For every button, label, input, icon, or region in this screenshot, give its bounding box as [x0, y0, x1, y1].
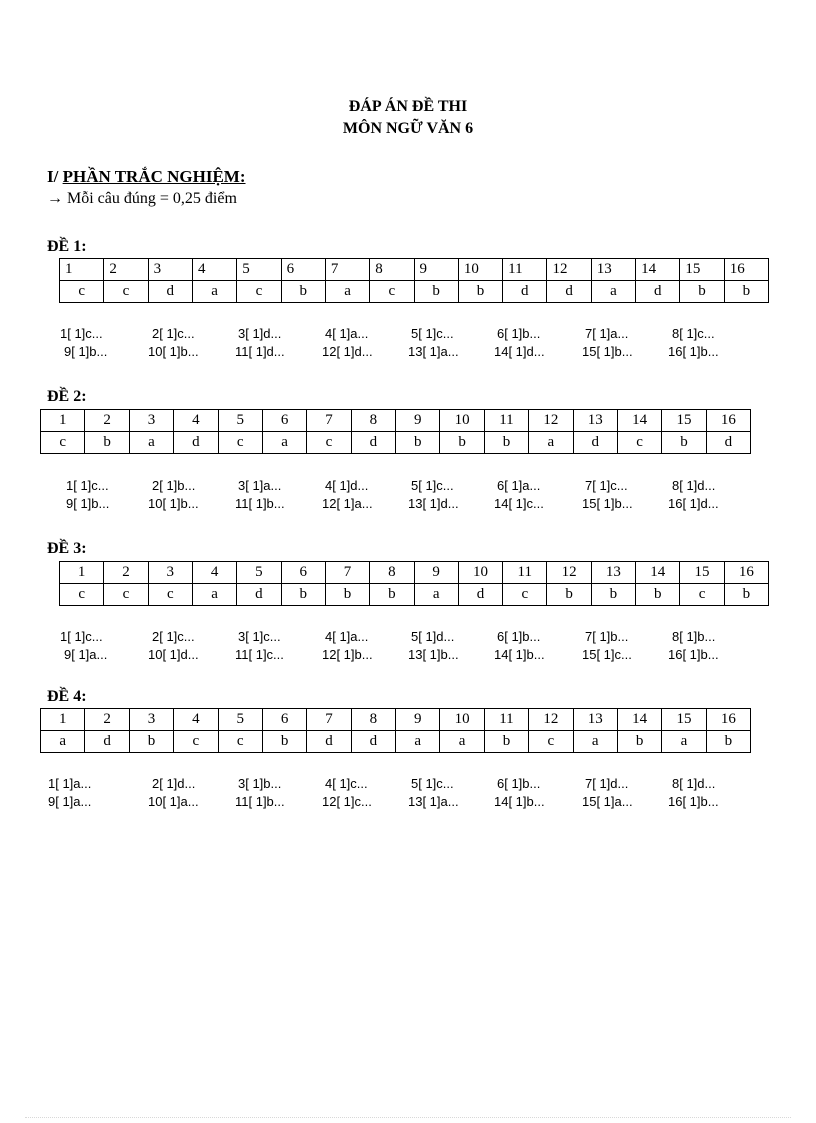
question-number-cell: 8 — [370, 562, 414, 584]
answer-cell: b — [591, 584, 635, 606]
question-number-cell: 2 — [85, 709, 129, 731]
exam-4-keys-row-2 — [0, 794, 816, 812]
question-number-cell: 9 — [396, 410, 440, 432]
question-number-cell: 8 — [351, 410, 395, 432]
answer-key-item: 14[ 1]c... — [494, 496, 544, 511]
answer-cell: c — [104, 584, 148, 606]
answer-cell: b — [706, 731, 750, 753]
question-number-cell: 5 — [237, 562, 281, 584]
exam-2-answer-keys — [0, 478, 816, 514]
answer-key-item: 16[ 1]b... — [668, 344, 719, 359]
answer-key-item: 4[ 1]d... — [325, 478, 369, 493]
exam-3-answer-keys — [0, 629, 816, 665]
answer-cell: c — [104, 281, 148, 303]
answer-cell: d — [351, 432, 395, 454]
answer-key-item: 15[ 1]b... — [582, 344, 633, 359]
exam-1-answers — [60, 281, 769, 303]
answer-cell: c — [60, 584, 104, 606]
answer-key-item: 10[ 1]b... — [148, 496, 199, 511]
answer-cell: a — [662, 731, 706, 753]
answer-key-item: 2[ 1]b... — [152, 478, 196, 493]
question-number-cell: 7 — [325, 259, 369, 281]
question-number-cell: 11 — [503, 259, 547, 281]
answer-key-item: 14[ 1]b... — [494, 647, 545, 662]
answer-key-item: 3[ 1]b... — [238, 776, 282, 791]
answer-cell: d — [307, 731, 351, 753]
answer-cell: a — [440, 731, 484, 753]
answer-cell: c — [148, 584, 192, 606]
question-number-cell: 14 — [617, 410, 661, 432]
question-number-cell: 13 — [573, 709, 617, 731]
question-number-cell: 6 — [281, 259, 325, 281]
exam-3-label: ĐỀ 3: — [47, 540, 87, 557]
answer-key-item: 1[ 1]a... — [48, 776, 92, 791]
question-number-cell: 16 — [706, 709, 750, 731]
answer-key-item: 13[ 1]a... — [408, 344, 459, 359]
answer-key-item: 9[ 1]a... — [48, 794, 92, 809]
question-number-cell: 13 — [591, 259, 635, 281]
exam-3-keys-row-1 — [0, 629, 816, 647]
question-number-cell: 16 — [706, 410, 750, 432]
question-number-cell: 12 — [547, 562, 591, 584]
question-number-cell: 15 — [662, 709, 706, 731]
question-number-cell: 16 — [724, 562, 768, 584]
exam-1-label: ĐỀ 1: — [47, 238, 87, 255]
answer-cell: d — [458, 584, 502, 606]
question-number-cell: 12 — [529, 709, 573, 731]
question-number-cell: 10 — [458, 562, 502, 584]
question-number-cell: 5 — [218, 709, 262, 731]
answer-cell: d — [547, 281, 591, 303]
exam-3-question-numbers — [60, 562, 769, 584]
exam-2-answer-table — [40, 409, 751, 454]
answer-key-item: 6[ 1]a... — [497, 478, 541, 493]
question-number-cell: 8 — [370, 259, 414, 281]
answer-key-item: 15[ 1]c... — [582, 647, 632, 662]
question-number-cell: 4 — [192, 259, 236, 281]
answer-key-item: 5[ 1]c... — [411, 776, 454, 791]
answer-key-item: 7[ 1]b... — [585, 629, 629, 644]
answer-key-item: 16[ 1]d... — [668, 496, 719, 511]
answer-cell: d — [174, 432, 218, 454]
question-number-cell: 9 — [414, 562, 458, 584]
question-number-cell: 11 — [503, 562, 547, 584]
question-number-cell: 4 — [174, 410, 218, 432]
answer-key-item: 7[ 1]d... — [585, 776, 629, 791]
answer-key-item: 16[ 1]b... — [668, 794, 719, 809]
answer-cell: b — [680, 281, 724, 303]
answer-key-item: 11[ 1]b... — [235, 496, 285, 511]
exam-4-label: ĐỀ 4: — [47, 688, 87, 705]
answer-cell: b — [724, 281, 768, 303]
question-number-cell: 14 — [636, 562, 680, 584]
answer-key-item: 7[ 1]c... — [585, 478, 628, 493]
question-number-cell: 10 — [458, 259, 502, 281]
answer-cell: b — [414, 281, 458, 303]
answer-key-item: 8[ 1]d... — [672, 776, 716, 791]
question-number-cell: 3 — [129, 410, 173, 432]
answer-cell: a — [192, 584, 236, 606]
exam-4-keys-row-1 — [0, 776, 816, 794]
exam-3-keys-row-2 — [0, 647, 816, 665]
answer-cell: b — [129, 731, 173, 753]
answer-cell: c — [617, 432, 661, 454]
answer-cell: b — [281, 584, 325, 606]
answer-cell: a — [325, 281, 369, 303]
exam-1-keys-row-1 — [0, 326, 816, 344]
exam-4-answer-table — [40, 708, 751, 753]
answer-cell: b — [370, 584, 414, 606]
answer-cell: a — [414, 584, 458, 606]
answer-cell: a — [573, 731, 617, 753]
answer-cell: c — [60, 281, 104, 303]
exam-2-question-numbers — [41, 410, 751, 432]
answer-cell: b — [396, 432, 440, 454]
answer-cell: b — [724, 584, 768, 606]
exam-1-question-numbers — [60, 259, 769, 281]
answer-key-item: 5[ 1]c... — [411, 478, 454, 493]
answer-key-item: 1[ 1]c... — [60, 629, 103, 644]
answer-key-item: 3[ 1]a... — [238, 478, 282, 493]
answer-key-item: 10[ 1]b... — [148, 344, 199, 359]
answer-cell: b — [281, 281, 325, 303]
answer-key-item: 13[ 1]b... — [408, 647, 459, 662]
document-title: ĐÁP ÁN ĐỀ THI — [348, 98, 468, 115]
answer-key-item: 1[ 1]c... — [60, 326, 103, 341]
answer-key-item: 9[ 1]b... — [66, 496, 110, 511]
answer-cell: a — [529, 432, 573, 454]
answer-cell: b — [85, 432, 129, 454]
answer-cell: d — [636, 281, 680, 303]
question-number-cell: 3 — [148, 259, 192, 281]
answer-cell: a — [41, 731, 85, 753]
answer-cell: b — [458, 281, 502, 303]
question-number-cell: 1 — [41, 410, 85, 432]
question-number-cell: 7 — [307, 709, 351, 731]
answer-cell: b — [440, 432, 484, 454]
exam-2-label: ĐỀ 2: — [47, 388, 87, 405]
answer-key-item: 11[ 1]d... — [235, 344, 285, 359]
answer-cell: d — [503, 281, 547, 303]
answer-key-item: 2[ 1]c... — [152, 326, 195, 341]
question-number-cell: 16 — [724, 259, 768, 281]
answer-key-item: 2[ 1]c... — [152, 629, 195, 644]
question-number-cell: 15 — [680, 562, 724, 584]
question-number-cell: 7 — [325, 562, 369, 584]
answer-key-item: 6[ 1]b... — [497, 776, 541, 791]
document-subtitle: MÔN NGỮ VĂN 6 — [342, 120, 474, 137]
answer-cell: a — [396, 731, 440, 753]
answer-cell: b — [547, 584, 591, 606]
question-number-cell: 1 — [60, 562, 104, 584]
question-number-cell: 14 — [617, 709, 661, 731]
question-number-cell: 2 — [104, 259, 148, 281]
answer-key-item: 8[ 1]c... — [672, 326, 715, 341]
answer-cell: c — [529, 731, 573, 753]
answer-key-item: 11[ 1]b... — [235, 794, 285, 809]
question-number-cell: 12 — [529, 410, 573, 432]
question-number-cell: 11 — [484, 410, 528, 432]
answer-cell: d — [237, 584, 281, 606]
answer-key-item: 8[ 1]d... — [672, 478, 716, 493]
exam-4-answer-keys — [0, 776, 816, 812]
answer-cell: c — [174, 731, 218, 753]
answer-cell: d — [148, 281, 192, 303]
question-number-cell: 13 — [591, 562, 635, 584]
answer-cell: b — [662, 432, 706, 454]
exam-3-answer-table — [59, 561, 769, 606]
answer-key-item: 12[ 1]c... — [322, 794, 372, 809]
answer-key-item: 8[ 1]b... — [672, 629, 716, 644]
answer-key-item: 9[ 1]b... — [64, 344, 108, 359]
question-number-cell: 2 — [104, 562, 148, 584]
answer-key-item: 6[ 1]b... — [497, 629, 541, 644]
question-number-cell: 13 — [573, 410, 617, 432]
question-number-cell: 12 — [547, 259, 591, 281]
answer-cell: a — [591, 281, 635, 303]
question-number-cell: 2 — [85, 410, 129, 432]
scoring-note: → Mỗi câu đúng = 0,25 điểm — [47, 190, 237, 207]
answer-key-item: 12[ 1]d... — [322, 344, 373, 359]
answer-cell: a — [129, 432, 173, 454]
question-number-cell: 4 — [192, 562, 236, 584]
section-heading — [47, 167, 246, 187]
answer-key-item: 12[ 1]b... — [322, 647, 373, 662]
answer-key-item: 3[ 1]d... — [238, 326, 282, 341]
question-number-cell: 8 — [351, 709, 395, 731]
answer-key-item: 16[ 1]b... — [668, 647, 719, 662]
exam-2-keys-row-1 — [0, 478, 816, 496]
question-number-cell: 3 — [129, 709, 173, 731]
answer-key-item: 4[ 1]a... — [325, 629, 369, 644]
answer-cell: b — [484, 432, 528, 454]
question-number-cell: 15 — [662, 410, 706, 432]
answer-cell: c — [41, 432, 85, 454]
question-number-cell: 9 — [414, 259, 458, 281]
question-number-cell: 9 — [396, 709, 440, 731]
question-number-cell: 1 — [41, 709, 85, 731]
question-number-cell: 14 — [636, 259, 680, 281]
answer-key-item: 15[ 1]b... — [582, 496, 633, 511]
answer-cell: d — [573, 432, 617, 454]
exam-1-answer-keys — [0, 326, 816, 362]
question-number-cell: 1 — [60, 259, 104, 281]
answer-key-item: 12[ 1]a... — [322, 496, 373, 511]
question-number-cell: 3 — [148, 562, 192, 584]
section-title: PHẦN TRẮC NGHIỆM: — [62, 167, 246, 186]
question-number-cell: 5 — [218, 410, 262, 432]
answer-cell: d — [85, 731, 129, 753]
answer-key-item: 15[ 1]a... — [582, 794, 633, 809]
question-number-cell: 11 — [484, 709, 528, 731]
answer-cell: b — [262, 731, 306, 753]
question-number-cell: 4 — [174, 709, 218, 731]
question-number-cell: 7 — [307, 410, 351, 432]
answer-cell: c — [680, 584, 724, 606]
answer-key-item: 9[ 1]a... — [64, 647, 108, 662]
answer-cell: b — [636, 584, 680, 606]
answer-cell: c — [218, 731, 262, 753]
exam-4-question-numbers — [41, 709, 751, 731]
section-prefix: I/ — [47, 167, 63, 186]
page-bottom-rule — [25, 1117, 791, 1118]
answer-cell: c — [237, 281, 281, 303]
answer-key-item: 1[ 1]c... — [66, 478, 109, 493]
exam-3-answers — [60, 584, 769, 606]
exam-1-answer-table — [59, 258, 769, 303]
answer-cell: c — [218, 432, 262, 454]
answer-key-item: 4[ 1]a... — [325, 326, 369, 341]
answer-key-item: 3[ 1]c... — [238, 629, 281, 644]
answer-cell: b — [617, 731, 661, 753]
answer-cell: a — [192, 281, 236, 303]
answer-key-item: 11[ 1]c... — [235, 647, 284, 662]
answer-key-item: 14[ 1]b... — [494, 794, 545, 809]
answer-key-item: 10[ 1]a... — [148, 794, 199, 809]
answer-cell: c — [503, 584, 547, 606]
question-number-cell: 15 — [680, 259, 724, 281]
answer-cell: b — [325, 584, 369, 606]
question-number-cell: 6 — [262, 709, 306, 731]
answer-cell: c — [370, 281, 414, 303]
question-number-cell: 6 — [262, 410, 306, 432]
answer-key-item: 7[ 1]a... — [585, 326, 629, 341]
answer-key-item: 5[ 1]c... — [411, 326, 454, 341]
answer-key-item: 14[ 1]d... — [494, 344, 545, 359]
answer-key-item: 10[ 1]d... — [148, 647, 199, 662]
answer-key-item: 5[ 1]d... — [411, 629, 455, 644]
exam-2-answers — [41, 432, 751, 454]
answer-key-item: 13[ 1]a... — [408, 794, 459, 809]
answer-key-item: 4[ 1]c... — [325, 776, 368, 791]
answer-key-item: 6[ 1]b... — [497, 326, 541, 341]
exam-1-keys-row-2 — [0, 344, 816, 362]
question-number-cell: 10 — [440, 709, 484, 731]
question-number-cell: 5 — [237, 259, 281, 281]
answer-key-item: 13[ 1]d... — [408, 496, 459, 511]
answer-cell: d — [706, 432, 750, 454]
exam-2-keys-row-2 — [0, 496, 816, 514]
question-number-cell: 6 — [281, 562, 325, 584]
answer-cell: b — [484, 731, 528, 753]
answer-cell: c — [307, 432, 351, 454]
answer-cell: d — [351, 731, 395, 753]
question-number-cell: 10 — [440, 410, 484, 432]
answer-key-item: 2[ 1]d... — [152, 776, 196, 791]
exam-4-answers — [41, 731, 751, 753]
answer-cell: a — [262, 432, 306, 454]
